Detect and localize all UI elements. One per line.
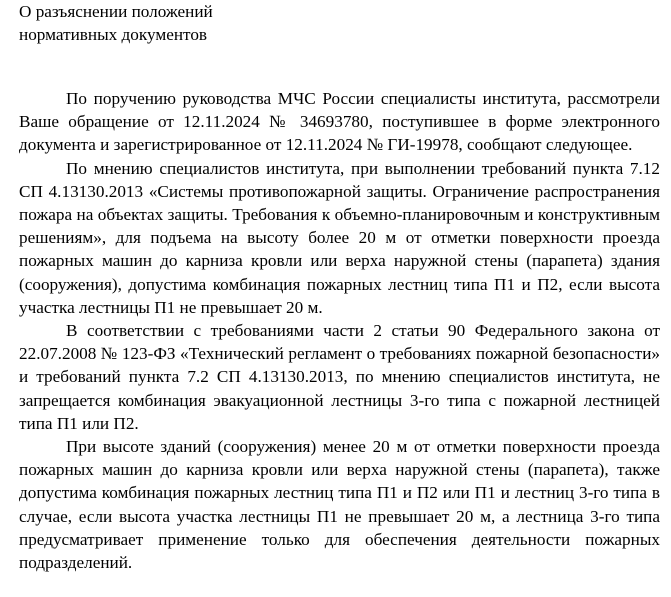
paragraph-request-reply: По поручению руководства МЧС России специалисты института, рассмотрели Ваше обращение от 12.11.2024 № 34693780, поступившее в форме электронного документа и зарегистрированное от 12.11.2024 № ГИ-19978, сообщают следующее. (19, 89, 660, 155)
letter-body (19, 87, 660, 574)
letter-subject (19, 0, 419, 46)
paragraph-ladder-combination-under-20m: При высоте зданий (сооружения) менее 20 м от отметки поверхности проезда пожарных машин до карниза кровли или верха наружной стены (парапета), также допустима комбинация пожарных лестниц типа П1 и П2 или П1 и лестниц 3-го типа в случае, если высота участка лестницы П1 не превышает 20 м, а лестница 3-го типа предусматривает применение только для обеспечения деятельности пожарных подразделений. (19, 437, 660, 573)
paragraph-ladder-combination-over-20m: По мнению специалистов института, при выполнении требований пункта 7.12 СП 4.13130.2013 «Системы противопожарной защиты. Ограничение распространения пожара на объектах защиты. Требования к объемно-планировочным и конструктивным решениям», для подъема на высоту более 20 м от отметки поверхности проезда пожарных машин до карниза кровли или верха наружной стены (парапета) здания (сооружения), допустима комбинация пожарных лестниц типа П1 и П2, если высота участка лестницы П1 не превышает 20 м. (19, 158, 660, 317)
paragraph-federal-law-requirements: В соответствии с требованиями части 2 статьи 90 Федерального закона от 22.07.2008 № 123-ФЗ «Технический регламент о требованиях пожарной безопасности» и требований пункта 7.2 СП 4.13130.2013, по мнению специалистов института, не запрещается комбинация эвакуационной лестницы 3-го типа с пожарной лестницей типа П1 или П2. (19, 321, 660, 433)
subject-line-1: О разъяснении положений (19, 2, 213, 21)
subject-line-2: нормативных документов (19, 25, 208, 45)
